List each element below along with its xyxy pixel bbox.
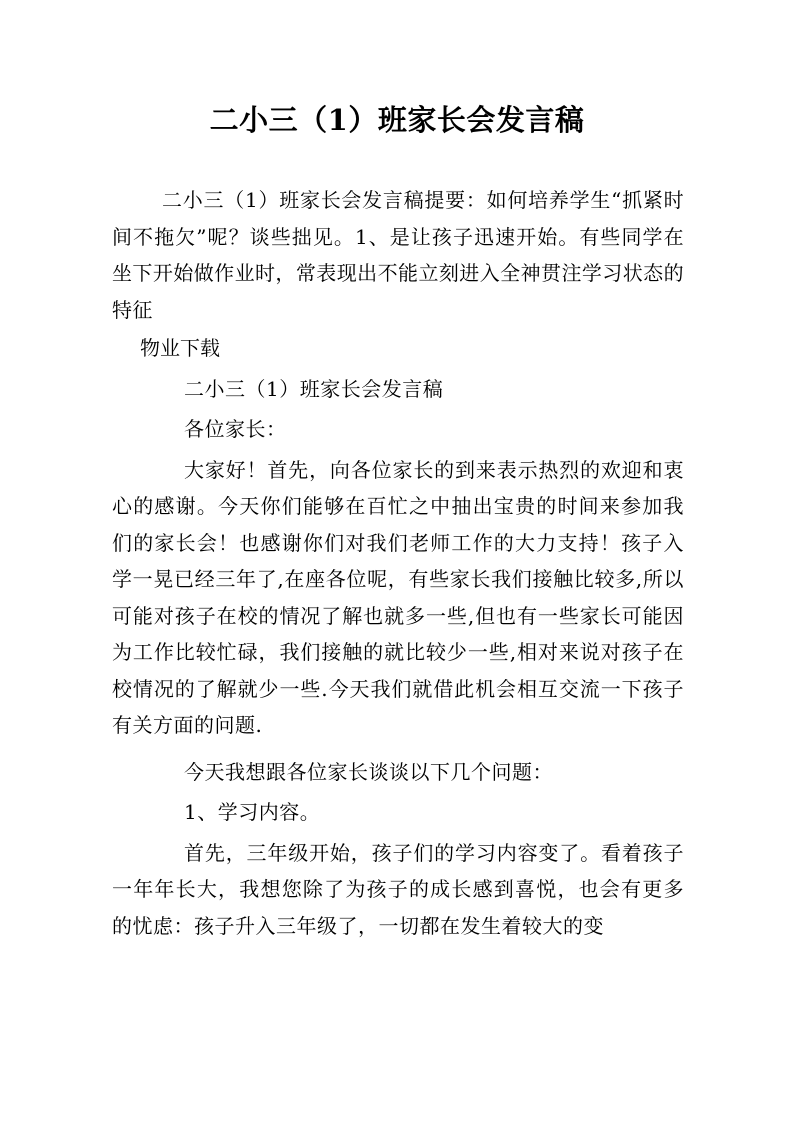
document-body: [112, 182, 684, 944]
body-paragraph-3: 首先，三年级开始，孩子们的学习内容变了。看着孩子一年年长大，我想您除了为孩子的成长感到喜悦，也会有更多的忧虑：孩子升入三年级了，一切都在发生着较大的变: [112, 840, 684, 938]
body-paragraph-1: 大家好！首先，向各位家长的到来表示热烈的欢迎和衷心的感谢。今天你们能够在百忙之中抽出宝贵的时间来参加我们的家长会！也感谢你们对我们老师工作的大力支持！孩子入学一晃已经三年了,在座各位呢，有些家长我们接触比较多,所以可能对孩子在校的情况了解也就多一些,但也有一些家长可能因为工作比较忙碌，我们接触的就比较少一些,相对来说对孩子在校情况的了解就少一些.今天我们就借此机会相互交流一下孩子有关方面的问题.: [112, 457, 684, 737]
section-heading-1: 1、学习内容。: [184, 800, 321, 824]
greeting: 各位家长：: [184, 417, 287, 441]
document-title: 二小三（1）班家长会发言稿: [209, 103, 585, 137]
download-link[interactable]: 物业下载: [140, 336, 220, 360]
subtitle: 二小三（1）班家长会发言稿: [184, 376, 444, 401]
summary-paragraph: 二小三（1）班家长会发言稿提要：如何培养学生“抓紧时间不拖欠”呢？谈些拙见。1、是让孩子迅速开始。有些同学在坐下开始做作业时，常表现出不能立刻进入全神贯注学习状态的特征: [112, 188, 684, 322]
body-paragraph-2: 今天我想跟各位家长谈谈以下几个问题：: [184, 759, 553, 784]
